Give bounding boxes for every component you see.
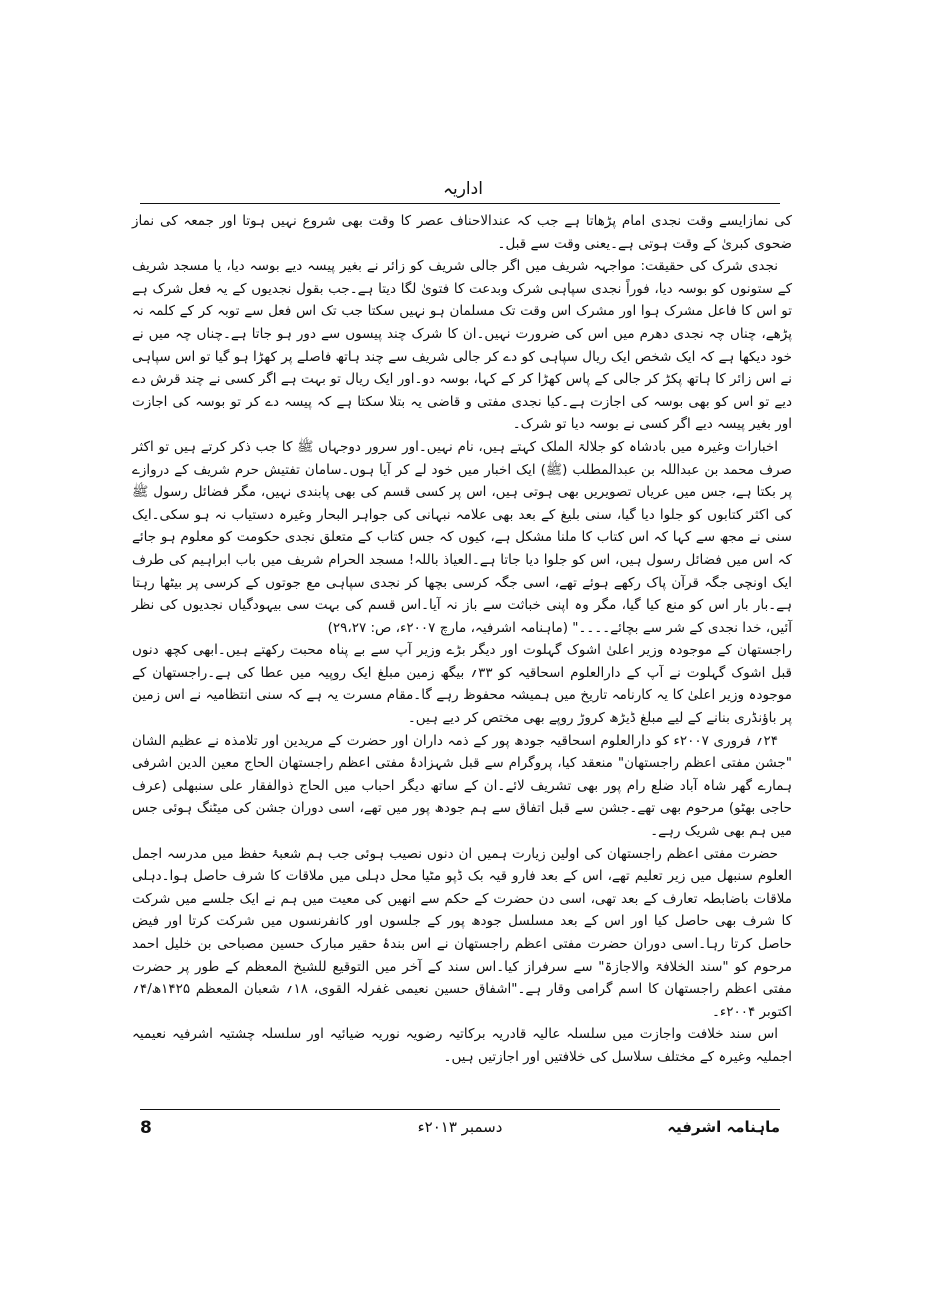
paragraph: ۲۴؍ فروری ۲۰۰۷ء کو دارالعلوم اسحاقیہ جودھ پور کے ذمہ داران اور حضرت کے مریدین اور تلامذہ نے عظیم الشان "جشن مفتی اعظم راجستھان" منعقد کیا، پروگرام سے قبل شہزادۂ مفتی اعظم راجستھان الحاج معین الدین اشرفی ہمارے گھر شاہ آباد ضلع رام پور بھی تشریف لائے۔ان کے ساتھ دیگر احباب میں الحاج ذوالفقار علی سنبھلی (عرف حاجی بھٹو) مرحوم بھی تھے۔جشن سے قبل اتفاق سے ہم جودھ پور میں تھے، اسی دوران جشن کی میٹنگ ہوئی جس میں ہم بھی شریک رہے۔ (132, 732, 792, 840)
paragraph: اس سند خلافت واجازت میں سلسلہ عالیہ قادریہ برکاتیہ رضویہ نوریہ ضیائیہ اور سلسلہ چشتیہ اشرفیہ نعیمیہ اجملیہ وغیرہ کے مختلف سلاسل کی خلافتیں اور اجازتیں ہیں۔ (132, 1026, 792, 1065)
magazine-name: ماہنامہ اشرفیہ (667, 1118, 780, 1136)
page-header-title: اداریہ (443, 179, 483, 199)
header-divider (140, 203, 780, 204)
paragraph: اخبارات وغیرہ میں بادشاہ کو جلالۃ الملک کہتے ہیں، نام نہیں۔اور سرور دوجہاں ﷺ کا جب ذکر کرتے ہیں تو اکثر صرف محمد بن عبداللہ بن عبدالمطلب (ﷺ) ایک اخبار میں خود لے کر آیا ہوں۔سامان تفتیش حرم شریف کے دروازے پر بکتا ہے، جس میں عریاں تصویریں بھی ہوتی ہیں، اس پر کسی قسم کی بھی پابندی نہیں، مگر فضائل رسول ﷺ کی اکثر کتابوں کو جلوا دیا گیا، سنی بلیغ کے بعد بھی علامہ نبہانی کی جواہر البحار وغیرہ دستیاب نہ ہو سکی۔ایک سنی نے مجھ سے کہا کہ اس کتاب کا ملنا مشکل ہے، کیوں کہ جس کتاب کے متعلق نجدی حکومت کو معلوم ہو جائے کہ اس میں فضائل رسول ہیں، اس کو جلوا دیا جاتا ہے۔العیاذ باللہ! مسجد الحرام شریف میں باب ابراہیم کی طرف ایک اونچی جگہ قرآن پاک رکھے ہوئے تھے، اسی جگہ کرسی بچھا کر نجدی سپاہی مع جوتوں کے کرسی پر بیٹھا رہتا ہے۔بار بار اس کو منع کیا گیا، مگر وہ اپنی خباثت سے باز نہ آیا۔اس قسم کی بہت سی بیہودگیاں نجدیوں کی نظر آئیں، خدا نجدی کے شر سے بچائے۔۔۔۔" (ماہنامہ اشرفیہ، مارچ ۲۰۰۷ء، ص: ۲۹،۲۷) (132, 438, 792, 636)
paragraph: نجدی شرک کی حقیقت: مواجہہ شریف میں اگر جالی شریف کو زائر نے بغیر پیسہ دیے بوسہ دیا، یا مسجد شریف کے ستونوں کو بوسہ دیا، فوراً نجدی سپاہی شرک وبدعت کا فتویٰ لگا دیتا ہے۔جب بقول نجدیوں کے یہ فعل شرک ہے تو اس کا فاعل مشرک ہوا اور مشرک اس وقت تک مسلمان ہو نہیں سکتا جب تک اس فعل سے توبہ کر کے کلمہ نہ پڑھے، چناں چہ نجدی دھرم میں اس کی ضرورت نہیں۔ان کا شرک چند پیسوں سے دور ہو جاتا ہے۔چناں چہ میں نے خود دیکھا ہے کہ ایک شخص ایک ریال سپاہی کو دے کر جالی شریف سے چند ہاتھ فاصلے پر کھڑا ہو گیا تو اس سپاہی نے اس زائر کا ہاتھ پکڑ کر جالی کے پاس کھڑا کر کے کہا، بوسہ دو۔اور ایک ریال تو بہت ہے اگر کسی نے چند قرش دے دیے تو اس کو بھی بوسہ کی اجازت ہے۔کیا نجدی مفتی و قاضی یہ بتلا سکتا ہے کہ پیسہ دے کر تو بوسہ کی اجازت اور بغیر پیسہ دیے اگر کسی نے بوسہ دیا تو شرک۔ (132, 258, 792, 433)
footer-divider (140, 1109, 780, 1110)
paragraph: حضرت مفتی اعظم راجستھان کی اولین زیارت ہمیں ان دنوں نصیب ہوئی جب ہم شعبۂ حفظ میں مدرسہ اجمل العلوم سنبھل میں زیر تعلیم تھے، اس کے بعد فارو قیہ بک ڈپو مٹیا محل دہلی میں ملاقات کا شرف حاصل ہوا۔دہلی ملاقات باضابطہ تعارف کے بعد تھی، اسی دن حضرت کے حکم سے انھیں کی معیت میں ہم نے ایک جلسے میں شرکت کا شرف بھی حاصل کیا اور اس کے بعد مسلسل جودھ پور کے جلسوں اور کانفرنسوں میں شرکت کرتا اور فیض حاصل کرتا رہا۔اسی دوران حضرت مفتی اعظم راجستھان نے اس بندۂ حقیر مبارک حسین مصباحی بن خلیل احمد مرحوم کو "سند الخلافۃ والاجازۃ" سے سرفراز کیا۔اس سند کے آخر میں التوقیع للشیخ المعظم کے طور پر حضرت مفتی اعظم راجستھان کا اسم گرامی وقار ہے۔"اشفاق حسین نعیمی غفرلہ القوی، ۱۸؍ شعبان المعظم ۱۴۲۵ھ/۴؍ اکتوبر ۲۰۰۴ء۔ (132, 845, 792, 1020)
body-text (132, 639, 792, 1068)
paragraph: راجستھان کے موجودہ وزیر اعلیٰ اشوک گہلوت اور دیگر بڑے وزیر آپ سے بے پناہ محبت رکھتے ہیں۔ابھی کچھ دنوں قبل اشوک گہلوت نے آپ کے دارالعلوم اسحاقیہ کو ۳۳؍ بیگھ زمین مبلغ ایک روپیہ میں عطا کی ہے۔راجستھان کے موجودہ وزیر اعلیٰ کا یہ کارنامہ تاریخ میں ہمیشہ محفوظ رہے گا۔مقام مسرت یہ ہے کہ سنی انتظامیہ نے اس زمین پر باؤنڈری بنانے کے لیے مبلغ ڈیڑھ کروڑ روپے بھی مختص کر دیے ہیں۔ (132, 642, 792, 727)
article-content (132, 210, 792, 1069)
quoted-passage (132, 210, 792, 639)
issue-date: دسمبر ۲۰۱۳ء (417, 1118, 503, 1136)
page-number: 8 (140, 1118, 152, 1138)
paragraph: کی نمازایسے وقت نجدی امام پڑھاتا ہے جب کہ عندالاحناف عصر کا وقت بھی شروع نہیں ہوتا اور جمعہ کی نماز ضحوی کبریٰ کے وقت ہوتی ہے۔یعنی وقت سے قبل۔ (132, 213, 792, 252)
page-footer (140, 1118, 780, 1146)
